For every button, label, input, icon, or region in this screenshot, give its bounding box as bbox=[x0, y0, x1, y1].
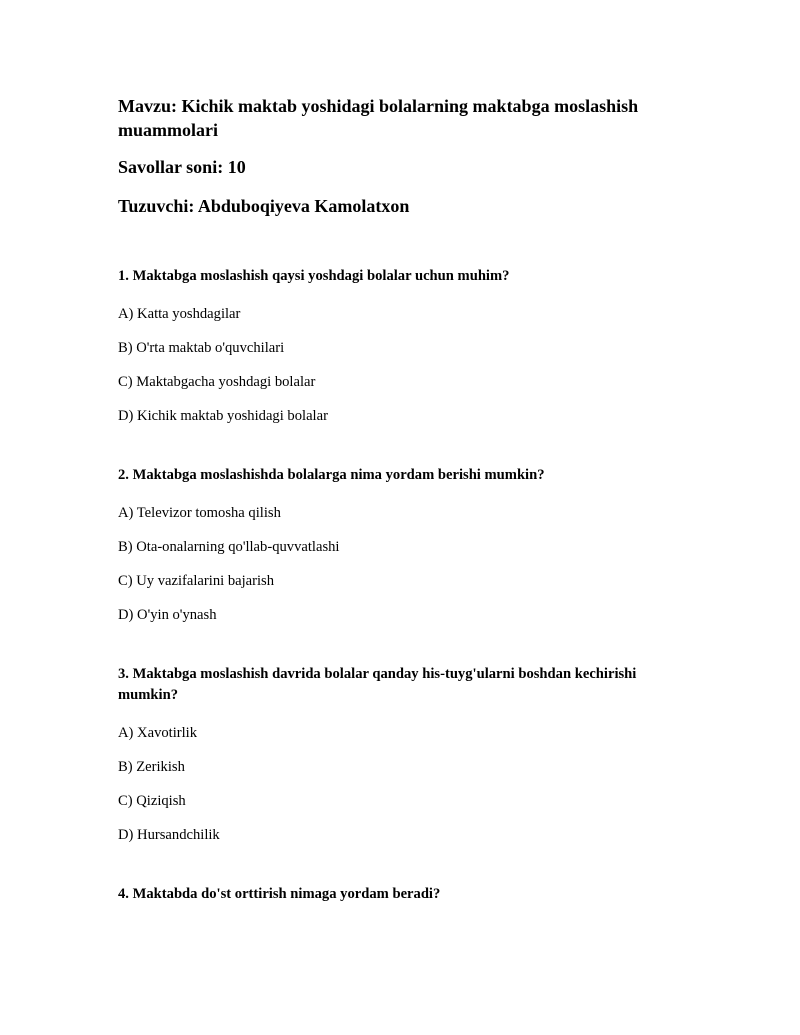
document-page bbox=[118, 94, 698, 922]
answer-option: B) Zerikish bbox=[118, 759, 185, 775]
document-title: Mavzu: Kichik maktab yoshidagi bolalarning maktabga moslashish muammolari bbox=[118, 96, 639, 140]
answer-option: D) O'yin o'ynash bbox=[118, 607, 217, 623]
question-3 bbox=[118, 664, 698, 845]
question-2 bbox=[118, 465, 698, 625]
question-count: Savollar soni: 10 bbox=[118, 157, 246, 177]
author-line: Tuzuvchi: Abduboqiyeva Kamolatxon bbox=[118, 196, 410, 216]
answer-option: A) Xavotirlik bbox=[118, 725, 198, 741]
question-text: 3. Maktabga moslashish davrida bolalar qanday his-tuyg'ularni boshdan kechirishi mumkin? bbox=[118, 666, 637, 703]
question-4 bbox=[118, 884, 698, 905]
answer-option: D) Hursandchilik bbox=[118, 827, 220, 843]
answer-option: A) Televizor tomosha qilish bbox=[118, 505, 281, 521]
question-text: 2. Maktabga moslashishda bolalarga nima yordam berishi mumkin? bbox=[118, 467, 545, 483]
answer-option: B) O'rta maktab o'quvchilari bbox=[118, 340, 285, 356]
answer-option: C) Uy vazifalarini bajarish bbox=[118, 573, 275, 589]
question-text: 1. Maktabga moslashish qaysi yoshdagi bolalar uchun muhim? bbox=[118, 268, 510, 284]
answer-option: C) Maktabgacha yoshdagi bolalar bbox=[118, 374, 316, 390]
answer-option: A) Katta yoshdagilar bbox=[118, 306, 241, 322]
answer-option: C) Qiziqish bbox=[118, 793, 186, 809]
question-1 bbox=[118, 266, 698, 426]
answer-option: B) Ota-onalarning qo'llab-quvvatlashi bbox=[118, 539, 340, 555]
question-text: 4. Maktabda do'st orttirish nimaga yordam beradi? bbox=[118, 886, 441, 902]
answer-option: D) Kichik maktab yoshidagi bolalar bbox=[118, 408, 328, 424]
